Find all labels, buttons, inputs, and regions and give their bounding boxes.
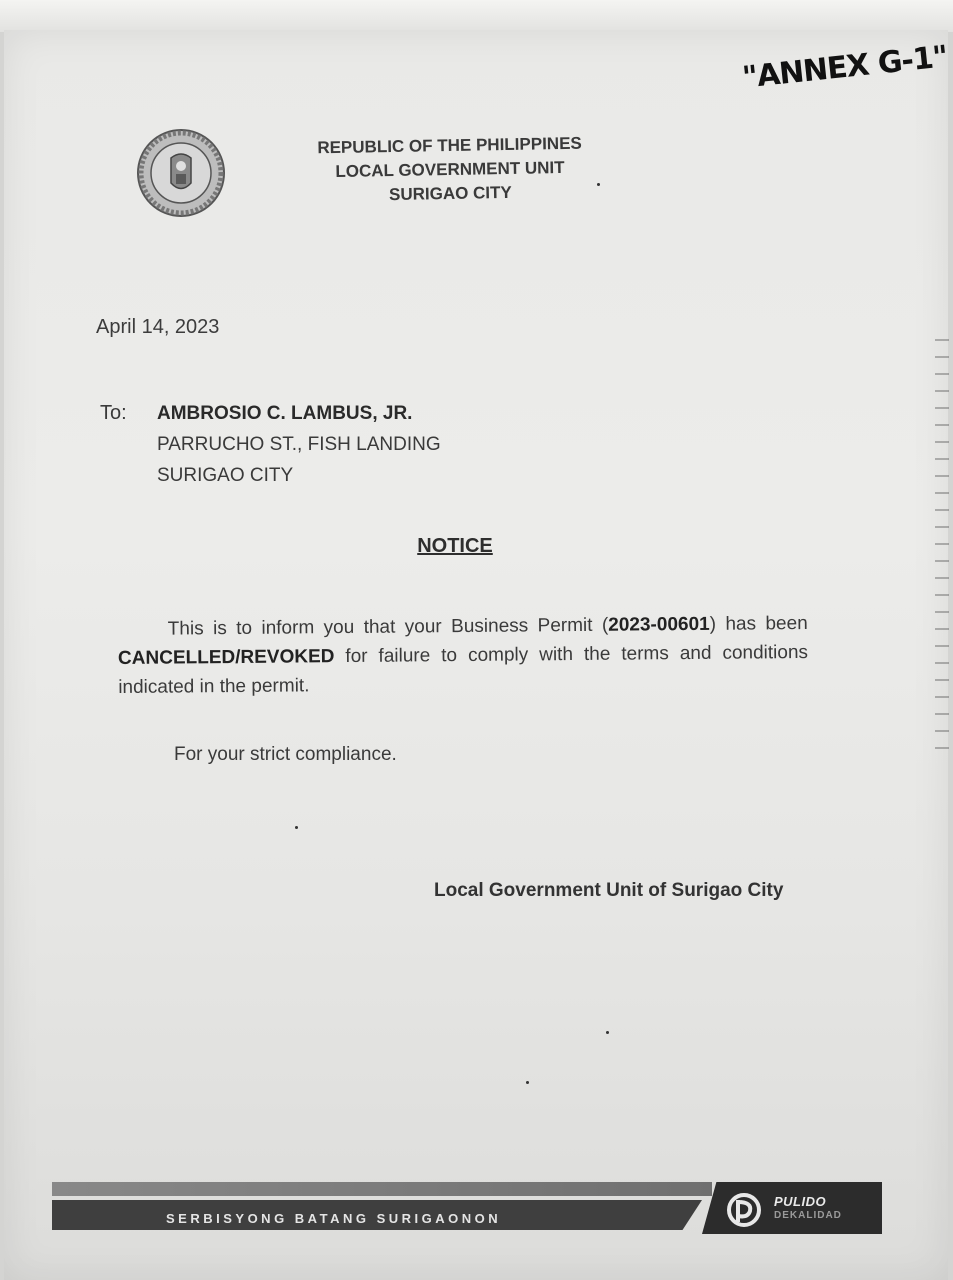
- scan-speck: [295, 826, 298, 829]
- scan-speck: [597, 183, 600, 186]
- scan-speck: [526, 1081, 529, 1084]
- recipient-name: AMBROSIO C. LAMBUS, JR.: [157, 403, 413, 424]
- footer-slogan: SERBISYONG BATANG SURIGAONON: [166, 1211, 502, 1226]
- notice-title: NOTICE: [417, 535, 493, 557]
- letterhead-line-2: LOCAL GOVERNMENT UNIT: [335, 158, 565, 181]
- scan-edge-artifact: [935, 330, 949, 760]
- scan-top-edge: [0, 0, 953, 32]
- letter-date: April 14, 2023: [96, 316, 220, 338]
- permit-number: 2023-00601: [608, 613, 710, 636]
- city-seal-logo: [136, 128, 226, 218]
- signatory: Local Government Unit of Surigao City: [434, 880, 784, 901]
- notice-body: [118, 609, 809, 702]
- letterhead: [279, 131, 620, 209]
- footer-stripe: [52, 1182, 712, 1196]
- recipient-block: [157, 398, 441, 491]
- notice-text-2: ) has been: [709, 612, 808, 635]
- letterhead-line-1: REPUBLIC OF THE PHILIPPINES: [317, 133, 582, 158]
- letterhead-line-3: SURIGAO CITY: [388, 182, 512, 205]
- pulido-logo-icon: [724, 1192, 768, 1228]
- footer-brand: PULIDO: [774, 1194, 827, 1209]
- recipient-address-line-1: PARRUCHO ST., FISH LANDING: [157, 434, 441, 455]
- footer-banner: [52, 1176, 882, 1236]
- annex-annotation: "ANNEX G-1": [740, 39, 949, 96]
- permit-status: CANCELLED/REVOKED: [117, 646, 335, 670]
- notice-text-3: for failure to comply with the terms and conditions indicated in the permit.: [118, 641, 809, 699]
- footer-brand-sub: DEKALIDAD: [774, 1210, 842, 1221]
- closing-line: For your strict compliance.: [174, 744, 397, 765]
- recipient-address-line-2: SURIGAO CITY: [157, 465, 294, 486]
- recipient-label: To:: [100, 402, 127, 424]
- scan-speck: [606, 1031, 609, 1034]
- notice-text-1: This is to inform you that your Business Permit (: [167, 614, 609, 640]
